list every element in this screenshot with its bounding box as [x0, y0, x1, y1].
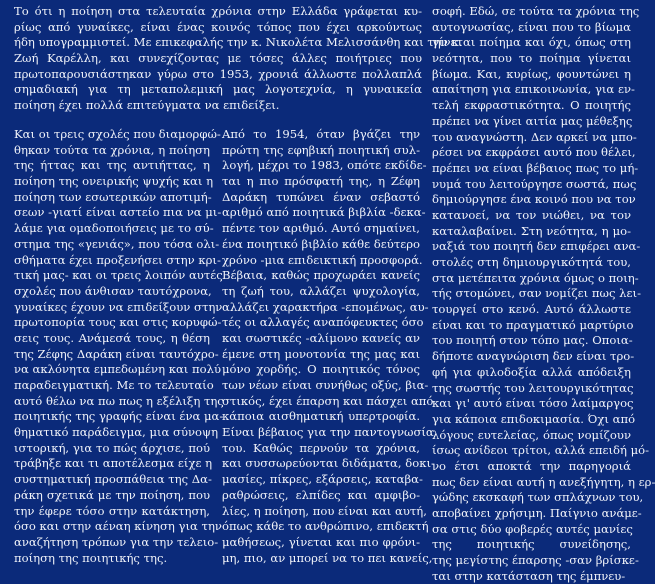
col2-line: ένα ποιητικό βιβλίο κάθε δεύτερο — [222, 236, 421, 251]
col2-line: κάποια αισθηματική υπερτροφία. — [222, 409, 420, 424]
col3-line: του ποιητή στον τόπο μας. Οποια- — [432, 333, 633, 348]
col1-line: παραδειγματική. Με το τελευταίο — [14, 378, 214, 392]
col3-line: της ποιητικής συνείδησης, — [432, 537, 631, 552]
lead-line: σημαδιακή για τη μεταπολεμική μας λογοτεχνία, η γυναικεία — [14, 82, 422, 97]
col2-line: όπως κάθε το ανθρώπινο, επιδεκτή — [222, 519, 429, 534]
col1-line: να ακλόνητα εμπεδωμένη και πολύ — [14, 362, 222, 377]
col2-line: έμενε στη μονοτονία της μας και — [222, 346, 420, 361]
col1-line: αυτό θέλω να πω πως η εξέλιξη της — [14, 393, 224, 408]
col1-line: ποίηση της ποιητικής της. — [14, 550, 168, 565]
col3-line: σοφή. Εδώ, σε τούτα τα χρόνια της — [432, 4, 640, 18]
col1-line: σθήματα έχει προξενήσει στην κρι- — [14, 252, 221, 267]
col3-line: νεότητα, που το ποίημα γίνεται — [432, 51, 631, 66]
col1-line: της ήττας και της αντιήττας, η — [14, 158, 210, 173]
lead-paragraph — [14, 4, 463, 114]
lead-line: ρίως από γυναίκες, είναι ένας κοινός τόπος που έχει αρκούντως — [14, 19, 422, 34]
lead-line: Ζωή Καρέλλη, και συνεχίζοντας με τόσες άλλες ποιήτριες που — [14, 51, 422, 66]
col2-line: αλλάζει χαρακτήρα -επομένως, αυ- — [222, 299, 429, 314]
col3-line: λόγους ευτελείας, όπως νομίζουν — [432, 427, 631, 442]
column-1 — [14, 127, 224, 566]
col2-line: των νέων είναι συνήθως οξύς, βια- — [222, 378, 429, 392]
col2-line: πέντε τον αριθμό. Αυτό σημαίνει, — [222, 221, 420, 236]
lead-line: Το ότι η ποίηση στα τελευταία χρόνια στην Ελλάδα γράφεται κυ- — [14, 4, 422, 18]
col3-line: ται στην κατάσταση της έμπνευ- — [432, 568, 626, 583]
col1-line: όσο και στην αέναη κίνηση για την — [14, 519, 222, 534]
col2-line: χρόνο -μια επιδεικτική προσφορά. — [222, 252, 423, 267]
col3-line: πρέπει να είναι βέβαιος πως το μή- — [432, 160, 639, 175]
col3-line: ίσως ανίδεοι τρίτοι, αλλά επειδή μό- — [432, 443, 650, 458]
col1-line: θηματικό παράδειγμα, μια σύνοψη — [14, 425, 219, 440]
col3-line: νο έτσι αποκτά την παρηγοριά — [432, 458, 631, 473]
lead-line: ήδη υπογραμμιστεί. Με επικεφαλής την κ. Νικολέτα Μελισσάνθη και την κ. — [14, 35, 463, 50]
col1-line: τράβηξε και τι αποτέλεσμα είχε η — [14, 456, 213, 471]
col3-line: δημιούργησε ένα κοινό που να τον — [432, 192, 636, 207]
lead-line: ποίηση έχει πολλά επιτεύγματα να επιδείξει. — [14, 98, 280, 113]
col2-line: μόνο χορδής. Ο ποιητικός τόνος — [222, 362, 420, 377]
col3-line: γίνεται ποίημα και όχι, όπως στη — [432, 35, 631, 50]
col3-line: απαίτηση για επικοινωνία, για εν- — [432, 82, 635, 97]
col3-line: καταλαβαίνει. Στη νεότητα, η μο- — [432, 223, 631, 238]
col2-line: λογή, μέχρι το 1983, οπότε εκδίδε- — [222, 158, 427, 173]
col1-line: ιστορική, για το πώς άρχισε, πού — [14, 440, 210, 455]
col2-line: αριθμό από ποιητικά βιβλία -δεκα- — [222, 205, 426, 220]
col2-line: Δαράκη τυπώνει έναν σεβαστό — [222, 189, 420, 204]
col3-line: στα μετέπειτα χρόνια όμως ο ποιη- — [432, 270, 639, 285]
lead-line: πρωτοπαρουσιάστηκαν γύρω στο 1953, χρονιά άλλωστε πολλαπλά — [14, 66, 422, 81]
col1-line: αναζήτηση τρόπων για την τελειο- — [14, 534, 219, 549]
col3-line: της σωστής του λειτουργικότητας — [432, 380, 634, 395]
column-3 — [432, 4, 655, 584]
col3-line: και γι' αυτό είναι τόσο λαίμαργος — [432, 396, 634, 411]
col3-line: τελή εκφραστικότητα. Ο ποιητής — [432, 98, 631, 113]
col1-line: πρωτοπορία τους και στις κορυφώ- — [14, 315, 222, 330]
col1-line: την έφερε τόσο στην κατάκτηση, — [14, 503, 210, 518]
col1-line: γυναίκες έχουν να επιδείξουν στην — [14, 299, 223, 314]
col3-line: δήποτε αναγνώριση δεν είναι τρο- — [432, 349, 635, 364]
col1-line: της Ζέφης Δαράκη είναι ταυτόχρο- — [14, 346, 219, 361]
col3-line: ρέσει να εκφράσει αυτό που θέλει, — [432, 145, 636, 160]
col3-line: του αναγνώστη. Δεν αρκεί να μπο- — [432, 129, 637, 144]
col3-line: της μεγίστης έπαρσης -σαν βρίσκε- — [432, 553, 639, 568]
col2-line: τές οι αλλαγές αναπόφευκτες όσο — [222, 315, 424, 330]
col3-line: για κάποια επιδοκιμασία. Όχι από — [432, 411, 636, 426]
col1-line: Και οι τρεις σχολές που διαμορφώ- — [14, 127, 221, 141]
col1-line: συστηματική προσπάθεια της Δα- — [14, 472, 212, 487]
col3-line: αποβαίνει χρήσιμη. Παίγνιο ανάμε- — [432, 506, 642, 520]
col3-line: σα στις δύο φοβερές αυτές μανίες — [432, 521, 633, 536]
col3-line: νυμά του λειτούργησε σωστά, πως — [432, 176, 637, 191]
col2-line: ται η πιο πρόσφατή της, η Ζέφη — [222, 174, 420, 189]
col1-line: τική μας- και οι τρεις λοιπόν αυτές — [14, 268, 223, 283]
col3-line: κατανοεί, να τον νιώθει, να τον — [432, 207, 631, 222]
col3-line: ναξιά του ποιητή δεν επιφέρει ανα- — [432, 239, 641, 254]
col2-line: και συσσωρεύονται διδάματα, δοκι- — [222, 456, 435, 471]
column-2 — [222, 127, 435, 566]
col1-line: ράκη σχετικά με την ποίηση, που — [14, 487, 210, 502]
col2-line: μασίες, πίκρες, εξάρσεις, καταβα- — [222, 472, 423, 487]
col2-line: του. Καθώς περνούν τα χρόνια, — [222, 440, 420, 455]
col3-line: φή για φιλοδοξία αλλά απόδειξη — [432, 364, 631, 379]
col3-line: είναι και το πραγματικό μαρτύριο — [432, 317, 634, 332]
col2-line: λίες, η ποίηση, που είναι και αυτή, — [222, 503, 427, 518]
col1-line: σεων -γιατί είναι αστείο πια να μι- — [14, 205, 222, 220]
col1-line: σεις τους. Ανάμεσά τους, η θέση — [14, 330, 210, 345]
col3-line: πως δεν είναι αυτή η ανεξήγητη, η ερ- — [432, 474, 655, 489]
col3-line: πρέπει να γίνει αιτία μας μέθεξης — [432, 113, 633, 128]
col2-line: Από το 1954, όταν βγάζει την — [222, 127, 420, 141]
col2-line: μαθήσεως, γίνεται και πιο φρόνι- — [222, 534, 420, 549]
col3-line: γώδης εκσκαφή των σπλάχνων του, — [432, 490, 644, 505]
col2-line: μη, πιο, αν μπορεί να το πει κανείς, — [222, 550, 433, 565]
col1-line: σχολές που άνθισαν ταυτόχρονα, — [14, 283, 212, 298]
col1-line: στημα της «γενιάς», που τόσα ολι- — [14, 236, 220, 251]
col1-line: ποίηση της ονειρικής ψυχής και η — [14, 174, 214, 189]
col2-line: ραθρώσεις, ελπίδες και αμφιβο- — [222, 487, 420, 502]
col2-line: Βέβαια, καθώς προχωράει κανείς — [222, 268, 420, 283]
col3-line: βίωμα. Και, κυρίως, φουντώνει η — [432, 66, 631, 81]
col1-line: θηκαν τούτα τα χρόνια, η ποίηση — [14, 142, 210, 157]
col1-line: λάμε για ομαδοποιήσεις με το σύ- — [14, 221, 214, 236]
col3-line: τουργεί στο κενό. Αυτό άλλωστε — [432, 302, 631, 317]
col3-line: στολές στη δημιουργικότητά του, — [432, 255, 631, 269]
col1-line: ποίηση των εσωτερικών αποτιμή- — [14, 189, 212, 204]
col2-line: και σωστικές -αλίμονο κανείς αν — [222, 330, 420, 345]
col3-line: τής στομώνει, σαν νομίζει πως λει- — [432, 286, 641, 301]
col3-line: αυτογνωσίας, είναι που το βίωμα — [432, 19, 631, 34]
col2-line: τη ζωή του, αλλάζει ψυχολογία, — [222, 283, 420, 298]
col2-line: στικός, έχει έπαρση και πάσχει από — [222, 393, 434, 408]
col1-line: ποιητικής της γραφής είναι ένα μα- — [14, 409, 224, 424]
col2-line: Είναι βέβαιος για την παντογνωσία — [222, 425, 434, 440]
col2-line: πρώτη της εφηβική ποιητική συλ- — [222, 142, 420, 157]
